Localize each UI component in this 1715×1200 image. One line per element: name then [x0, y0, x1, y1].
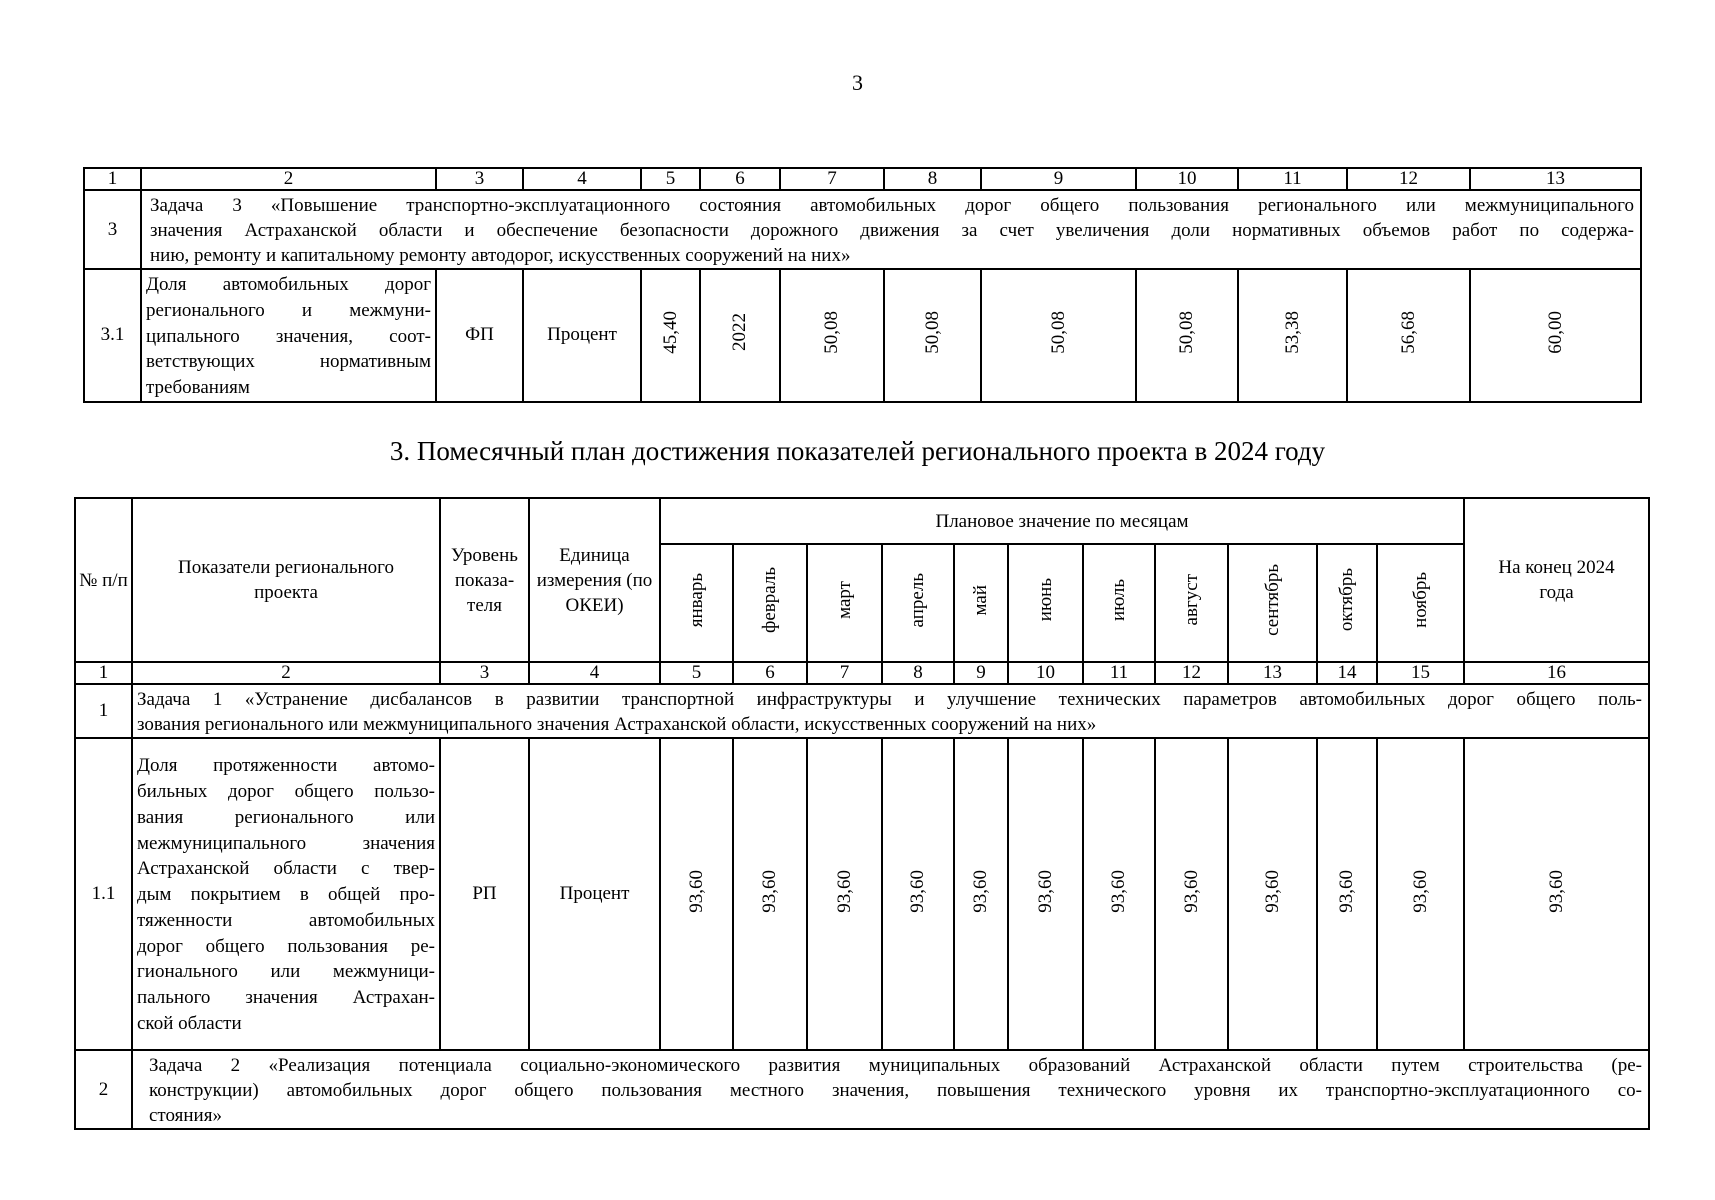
col-number: 12: [1155, 662, 1228, 684]
end-year-value: 93,60: [1545, 869, 1567, 913]
row-number: 3.1: [84, 269, 141, 402]
monthly-plan-table: [74, 497, 1650, 1130]
desc-line: дым покрытием в общей про-: [137, 884, 435, 906]
col-number: 3: [436, 168, 523, 190]
column-number-row: [84, 168, 1641, 190]
task-3-text: [141, 190, 1641, 269]
col-number: 4: [523, 168, 641, 190]
month-header: июнь: [1034, 578, 1056, 622]
col-number: 9: [981, 168, 1136, 190]
task-line: конструкции) автомобильных дорог общего пользования местного значения, повышения технического уровня их транспортно-эксплуатационного со-: [149, 1080, 1642, 1101]
month-header: март: [833, 581, 855, 619]
indicator-level: ФП: [436, 269, 523, 402]
month-header: ноябрь: [1409, 572, 1431, 628]
indicator-unit: Процент: [529, 738, 660, 1050]
task-number: 3: [84, 190, 141, 269]
month-value: 93,60: [970, 869, 991, 913]
indicators-table-continued: [83, 167, 1642, 403]
task-line: Задача 3 «Повышение транспортно-эксплуатационного состояния автомобильных дорог общего пользования регионального или межмуниципального: [150, 195, 1634, 216]
desc-line: Доля автомобильных дорог: [146, 274, 431, 295]
desc-line: бильных дорог общего пользо-: [137, 780, 435, 802]
desc-line: межмуниципального значения: [137, 832, 435, 854]
value-cell: 56,68: [1397, 311, 1419, 354]
col-number: 5: [641, 168, 700, 190]
col-number: 6: [700, 168, 780, 190]
col-number: 8: [882, 662, 954, 684]
desc-line: тяженности автомобильных: [137, 909, 435, 931]
col-number: 2: [132, 662, 440, 684]
month-value: 93,60: [1409, 869, 1431, 913]
task-1-row: [75, 684, 1649, 738]
month-value: 93,60: [1261, 869, 1283, 913]
col-number: 10: [1008, 662, 1083, 684]
month-value: 93,60: [833, 869, 855, 913]
desc-line: пального значения Астрахан-: [137, 987, 435, 1009]
header-indicator: Показатели регионального проекта: [132, 498, 440, 662]
col-number: 12: [1347, 168, 1470, 190]
page-number: 3: [852, 70, 863, 95]
value-cell: 50,08: [821, 311, 842, 354]
month-header: октябрь: [1336, 568, 1357, 632]
desc-line: дорог общего пользования ре-: [137, 935, 435, 957]
month-value: 93,60: [907, 869, 928, 913]
section-title: 3. Помесячный план достижения показателей регионального проекта в 2024 году: [389, 436, 1326, 466]
col-number: 13: [1228, 662, 1317, 684]
task-line: стояния»: [149, 1105, 222, 1126]
base-value: 45,40: [659, 311, 681, 354]
month-value: 93,60: [685, 869, 707, 913]
month-header: июль: [1108, 578, 1129, 622]
col-number: 11: [1083, 662, 1155, 684]
indicator-row-1-1: [75, 738, 1649, 1050]
month-header: январь: [685, 572, 707, 628]
column-number-row: [75, 662, 1649, 684]
col-number: 8: [884, 168, 981, 190]
value-cell: 50,08: [921, 311, 943, 354]
month-header: август: [1180, 574, 1202, 626]
col-number: 13: [1470, 168, 1641, 190]
desc-line: ветствующих нормативным: [146, 351, 431, 373]
desc-line: гионального или межмуници-: [137, 961, 435, 983]
task-2-row: [75, 1050, 1649, 1129]
col-number: 6: [733, 662, 807, 684]
col-number: 2: [141, 168, 436, 190]
indicator-description: [132, 738, 440, 1050]
task-line: Задача 2 «Реализация потенциала социально-экономического развития муниципальных образований Астраханской области путем строительства (ре-: [149, 1055, 1642, 1076]
month-value: 93,60: [1336, 869, 1357, 913]
header-planned-values: Плановое значение по месяцам: [660, 498, 1464, 544]
col-number: 7: [780, 168, 884, 190]
col-number: 1: [75, 662, 132, 684]
task-line: зования регионального или межмуниципального значения Астраханской области, искусственных сооружений на них»: [137, 714, 1097, 735]
indicator-row-3-1: [84, 269, 1641, 402]
header-level: Уровень показа-теля: [440, 498, 529, 662]
desc-line: регионального и межмуни-: [146, 299, 431, 321]
desc-line: вания регионального или: [137, 806, 435, 828]
col-number: 5: [660, 662, 733, 684]
task-line: значения Астраханской области и обеспечение безопасности дорожного движения за счет увеличения доли нормативных объемов работ по содержа-: [150, 220, 1634, 241]
month-value: 93,60: [759, 869, 780, 913]
row-number: 1.1: [75, 738, 132, 1050]
col-number: 15: [1377, 662, 1464, 684]
value-cell: 60,00: [1544, 311, 1566, 354]
indicator-description: [141, 269, 436, 402]
col-number: 4: [529, 662, 660, 684]
desc-line: ципального значения, соот-: [146, 325, 431, 347]
base-year: 2022: [729, 313, 750, 352]
task-line: Задача 1 «Устранение дисбалансов в развитии транспортной инфраструктуры и улучшение технических параметров автомобильных дорог общего поль-: [137, 689, 1642, 710]
desc-line: Астраханской области с твер-: [137, 858, 435, 880]
month-header: май: [970, 584, 991, 616]
task-line: нию, ремонту и капитальному ремонту автодорог, искусственных сооружений на них»: [150, 245, 851, 266]
col-number: 1: [84, 168, 141, 190]
value-cell: 53,38: [1281, 311, 1303, 354]
value-cell: 50,08: [1176, 311, 1197, 354]
month-value: 93,60: [1034, 869, 1056, 913]
desc-line: Доля протяженности автомо-: [137, 755, 435, 777]
col-number: 3: [440, 662, 529, 684]
task-1-text: [132, 684, 1649, 738]
col-number: 16: [1464, 662, 1649, 684]
header-end-year: На конец 2024 года: [1464, 498, 1649, 662]
header-unit: Единица измерения (по ОКЕИ): [529, 498, 660, 662]
month-value: 93,60: [1180, 869, 1202, 913]
col-number: 14: [1317, 662, 1377, 684]
task-number: 1: [75, 684, 132, 738]
header-num: № п/п: [75, 498, 132, 662]
indicator-level: РП: [440, 738, 529, 1050]
col-number: 7: [807, 662, 882, 684]
desc-line: требованиям: [146, 377, 250, 399]
desc-line: ской области: [137, 1013, 242, 1035]
value-cell: 50,08: [1047, 311, 1069, 354]
header-row-top: [75, 498, 1649, 544]
task-3-row: [84, 190, 1641, 269]
task-2-text: [132, 1050, 1649, 1129]
indicator-unit: Процент: [523, 269, 641, 402]
col-number: 10: [1136, 168, 1238, 190]
col-number: 9: [954, 662, 1008, 684]
month-header: февраль: [759, 567, 780, 633]
month-header: сентябрь: [1261, 564, 1283, 636]
month-value: 93,60: [1108, 869, 1129, 913]
task-number: 2: [75, 1050, 132, 1129]
month-header: апрель: [907, 572, 928, 628]
col-number: 11: [1238, 168, 1347, 190]
